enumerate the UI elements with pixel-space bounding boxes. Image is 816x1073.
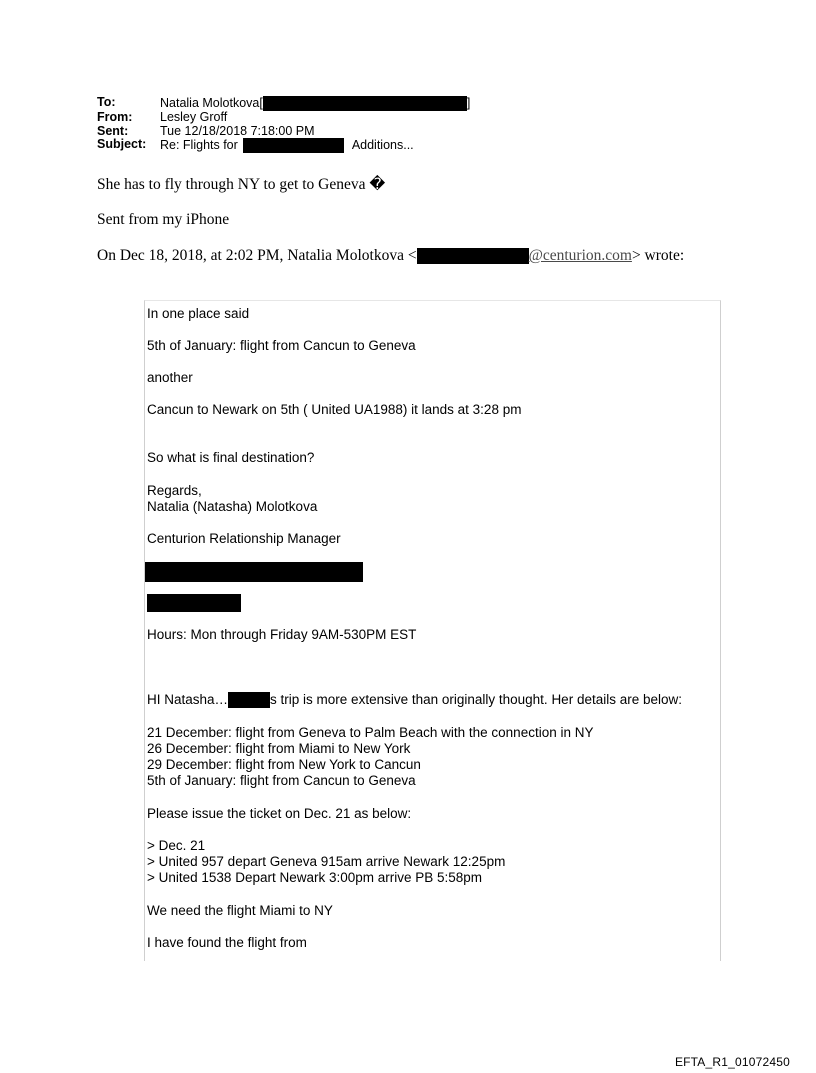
to-close: ] [466,95,471,110]
subject-suffix: Additions... [351,137,414,152]
redaction-box [263,96,467,111]
to-row [97,96,470,111]
quote-line: I have found the flight from [147,935,307,950]
subject-label: Subject: [97,137,147,151]
email-header [97,96,470,153]
ticket-line: > United 1538 Depart Newark 3:00pm arrive PB 5:58pm [147,870,483,885]
sent-label: Sent: [97,123,129,138]
email-link[interactable]: @centurion.com [528,247,632,264]
quoted-message [144,300,721,961]
subject-row [97,138,470,153]
signature-regards: Regards, [147,483,202,498]
subject-prefix: Re: Flights for [160,137,238,152]
quote-line: In one place said [147,306,250,321]
from-value: Lesley Groff [160,110,228,124]
greeting-suffix: s trip is more extensive than originally thought. Her details are below: [270,692,683,707]
quote-line: Hours: Mon through Friday 9AM-530PM EST [147,627,417,642]
document-id: EFTA_R1_01072450 [674,1055,790,1069]
quote-line: Please issue the ticket on Dec. 21 as below: [147,806,412,821]
signature-title: Centurion Relationship Manager [147,531,341,546]
ticket-line: > Dec. 21 [147,838,206,853]
wrote-suffix: > wrote: [631,247,685,264]
redaction-box [147,594,241,612]
redaction-box [243,138,344,153]
from-row [97,111,470,125]
to-value: Natalia Molotkova[ [160,95,263,110]
quote-line: So what is final destination? [147,450,315,465]
ticket-line: > United 957 depart Geneva 915am arrive Newark 12:25pm [147,854,506,869]
itinerary-line: 5th of January: flight from Cancun to Geneva [147,773,416,788]
redaction-box [417,248,529,264]
to-label: To: [97,95,116,109]
itinerary-line: 26 December: flight from Miami to New York [147,741,411,756]
wrote-line [97,247,684,265]
quote-line: 5th of January: flight from Cancun to Geneva [147,338,416,353]
body-line-1: She has to fly through NY to get to Geneva � [97,176,386,193]
greeting-prefix: HI Natasha… [147,692,229,707]
quote-line: Cancun to Newark on 5th ( United UA1988) it lands at 3:28 pm [147,402,522,417]
itinerary-line: 21 December: flight from Geneva to Palm Beach with the connection in NY [147,725,594,740]
quote-line: We need the flight Miami to NY [147,903,333,918]
itinerary-line: 29 December: flight from New York to Cancun [147,757,421,772]
redaction-box [228,692,270,708]
sent-value: Tue 12/18/2018 7:18:00 PM [160,123,315,138]
signature-name: Natalia (Natasha) Molotkova [147,499,318,514]
wrote-prefix: On Dec 18, 2018, at 2:02 PM, Natalia Molotkova < [97,247,417,264]
body-line-2: Sent from my iPhone [97,211,230,228]
from-label: From: [97,110,133,124]
quote-line: another [147,370,193,385]
quote-line [147,692,682,708]
sent-row [97,125,470,139]
redaction-box [145,562,363,582]
